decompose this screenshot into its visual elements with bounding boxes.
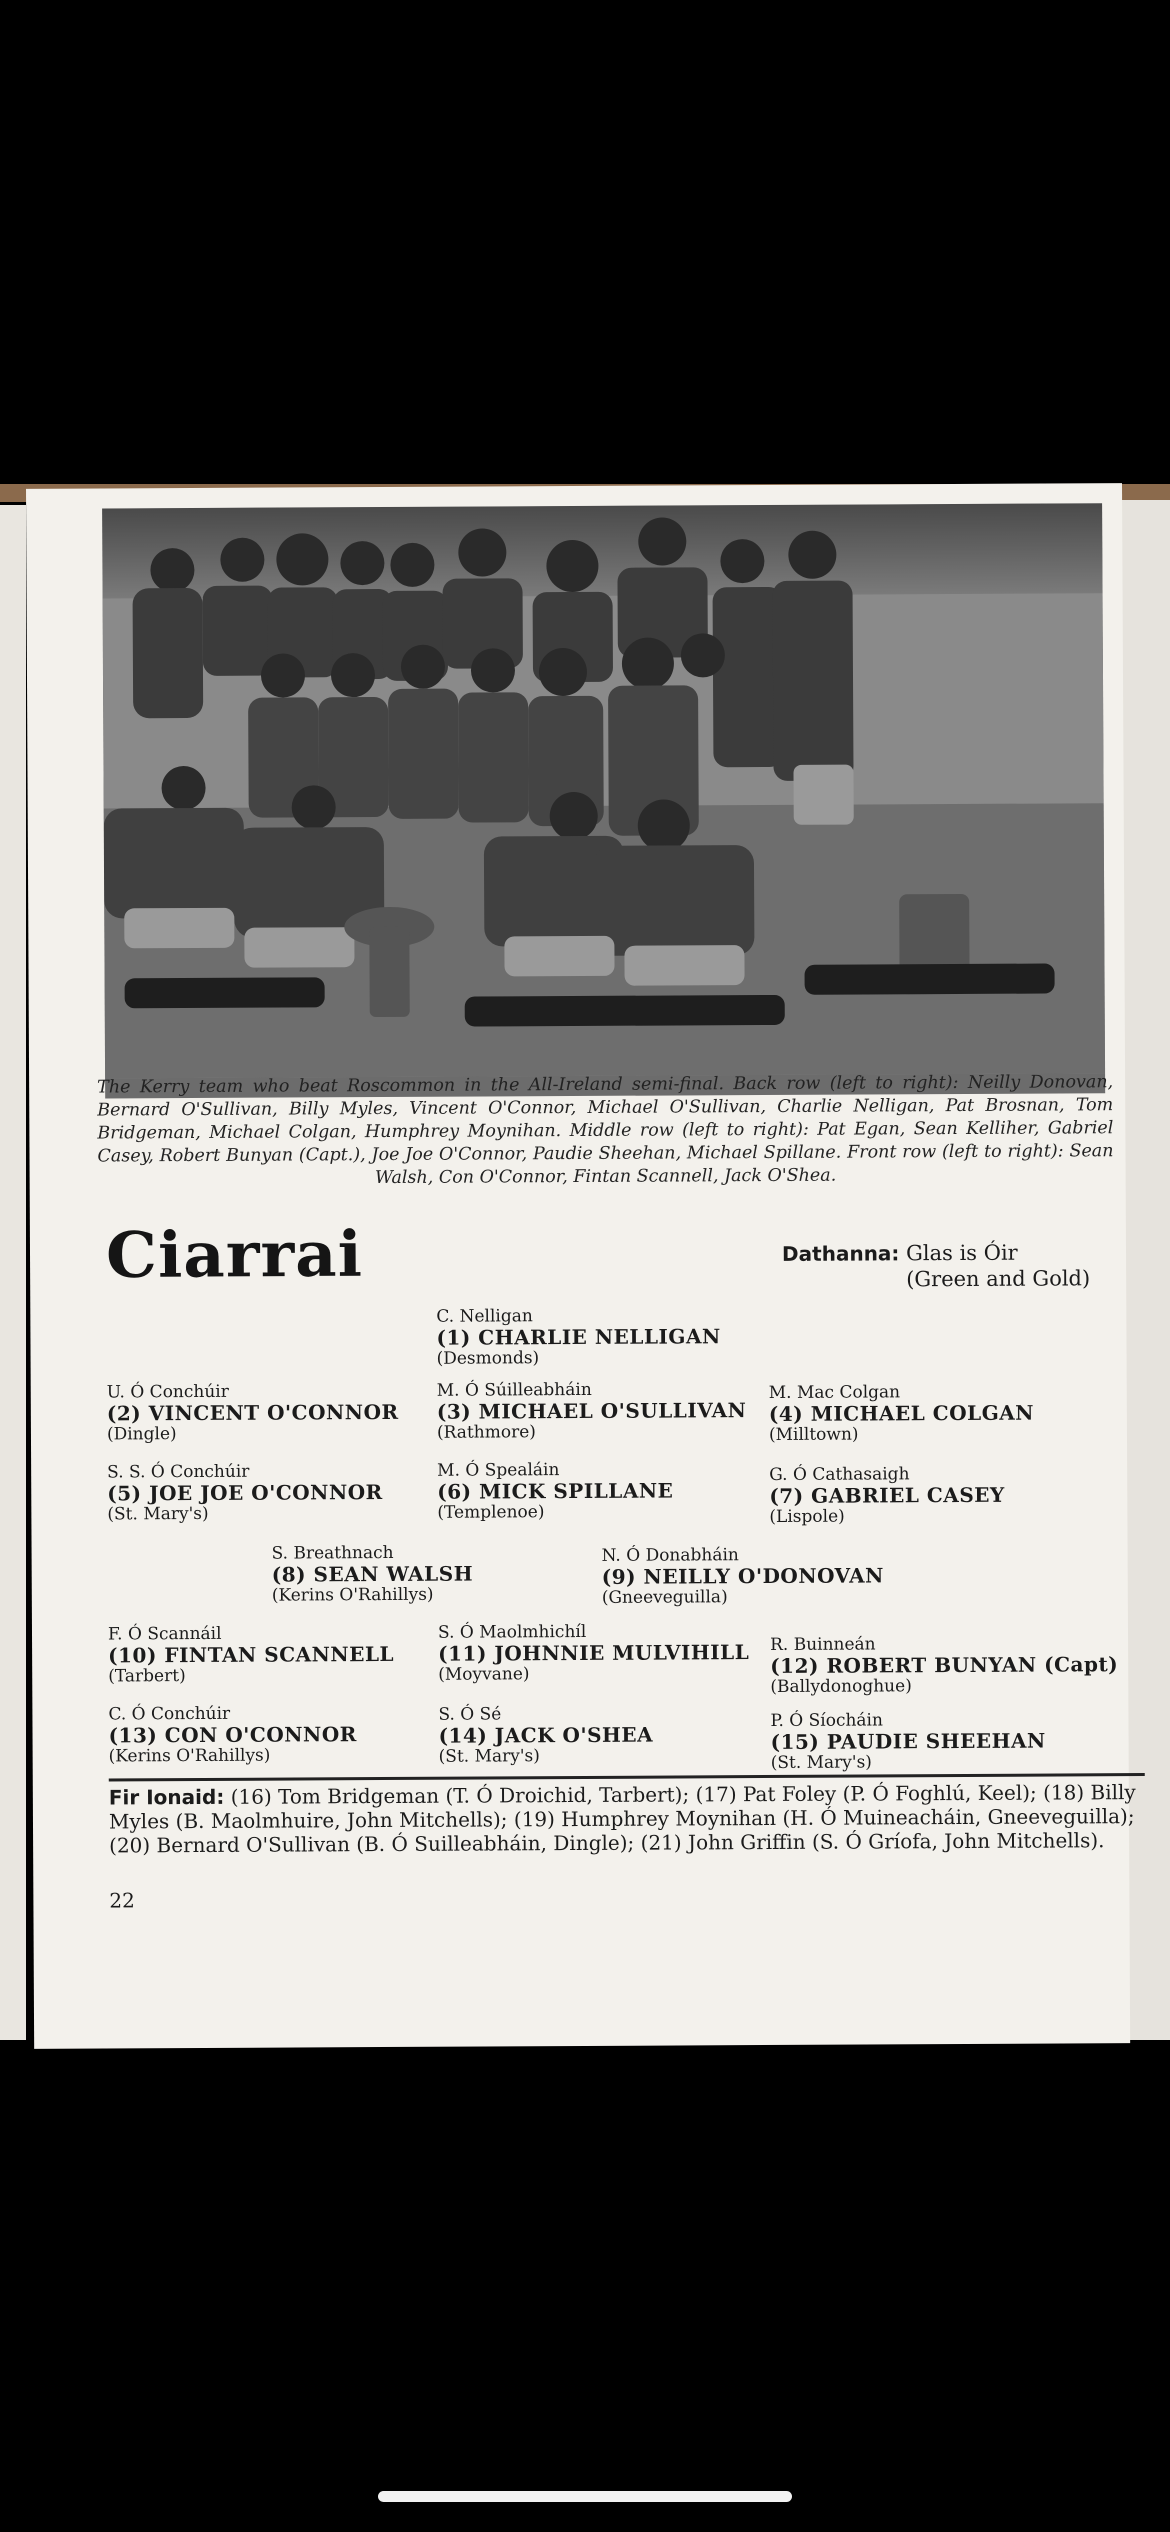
- previous-page-edge: [0, 505, 26, 2040]
- player-7: G. Ó Cathasaigh (7) GABRIEL CASEY (Lispole): [769, 1464, 1005, 1527]
- team-photo-illustration: [102, 503, 1105, 1078]
- programme-page: [26, 483, 1136, 2049]
- player-15: P. Ó Síocháin (15) PAUDIE SHEEHAN (St. Mary's): [770, 1710, 1046, 1773]
- player-6: M. Ó Spealáin (6) MICK SPILLANE (Templenoe): [437, 1460, 674, 1523]
- player-12: R. Buinneán (12) ROBERT BUNYAN (Capt) (Ballydonoghue): [770, 1634, 1119, 1697]
- team-colours: [782, 1239, 1090, 1293]
- player-8: S. Breathnach (8) SEAN WALSH (Kerins O'Rahillys): [271, 1542, 474, 1606]
- player-10: F. Ó Scannáil (10) FINTAN SCANNELL (Tarbert): [107, 1623, 395, 1687]
- player-2: U. Ó Conchúir (2) VINCENT O'CONNOR (Dingle): [106, 1381, 399, 1445]
- colours-irish: Glas is Óir: [906, 1240, 1018, 1266]
- colours-english: (Green and Gold): [906, 1266, 1091, 1292]
- player-13: C. Ó Conchúir (13) CON O'CONNOR (Kerins O'Rahillys): [108, 1703, 357, 1767]
- home-indicator[interactable]: [378, 2491, 792, 2502]
- colours-label: Dathanna:: [781, 1241, 900, 1266]
- photo-caption: The Kerry team who beat Roscommon in the All-Ireland semi-final. Back row (left to right): Neilly Donovan, Bernard O'Sullivan, Billy Myles, Vincent O'Connor, Michael O'Sullivan, Charlie Nelligan, Pat Brosnan, Tom Bridgeman, Michael Colgan, Humphrey Moynihan. Middle row (left to right): Pat Egan, Sean Kelliher, Gabriel Casey, Robert Bunyan (Capt.), Joe Joe O'Connor, Paudie Sheehan, Michael Spillane. Front row (left to right): Sean Walsh, Con O'Connor, Fintan Scannell, Jack O'Shea.: [97, 1072, 1114, 1189]
- team-photo: [102, 503, 1105, 1098]
- player-4: M. Mac Colgan (4) MICHAEL COLGAN (Milltown): [768, 1382, 1035, 1445]
- substitutes-list: (16) Tom Bridgeman (T. Ó Droichid, Tarbert); (17) Pat Foley (P. Ó Foghlú, Keel); (18) Billy Myles (B. Maolmhuire, John Mitchells); (19) Humphrey Moynihan (H. Ó Muineacháin, Gneeveguilla); (20) Bernard O'Sullivan (B. Ó Suilleabháin, Dingle); (21) John Griffin (S. Ó Gríofa, John Mitchells).: [108, 1780, 1136, 1858]
- player-3: M. Ó Súilleabháin (3) MICHAEL O'SULLIVAN (Rathmore): [436, 1379, 747, 1443]
- player-1: C. Nelligan (1) CHARLIE NELLIGAN (Desmonds): [436, 1306, 721, 1369]
- substitutes-label: Fir Ionaid:: [108, 1784, 225, 1810]
- player-5: S. S. Ó Conchúir (5) JOE JOE O'CONNOR (St. Mary's): [107, 1461, 383, 1525]
- player-14: S. Ó Sé (14) JACK O'SHEA (St. Mary's): [438, 1704, 654, 1767]
- substitutes: [109, 1780, 1145, 1857]
- player-9: N. Ó Donabháin (9) NEILLY O'DONOVAN (Gneeveguilla): [601, 1545, 884, 1608]
- player-11: S. Ó Maolmhichíl (11) JOHNNIE MULVIHILL (Moyvane): [437, 1621, 750, 1685]
- team-title: Ciarrai: [105, 1217, 364, 1293]
- page-number: 22: [109, 1888, 135, 1913]
